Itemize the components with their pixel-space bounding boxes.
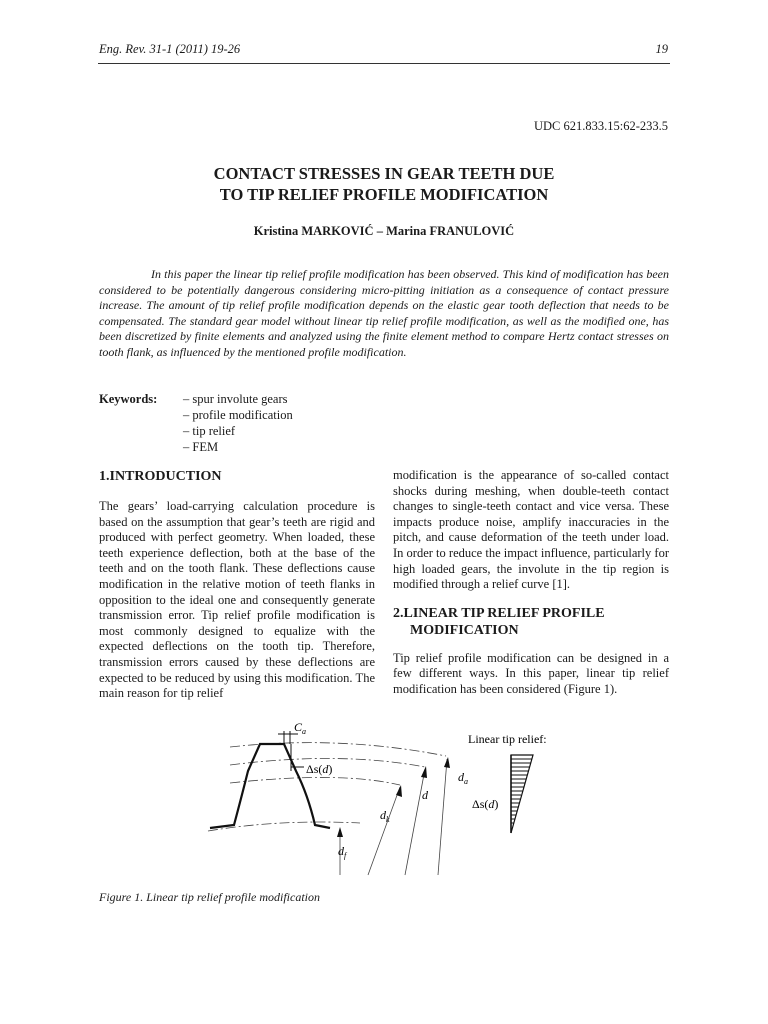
keyword-item: – tip relief — [183, 424, 236, 438]
delta-s-label: Δs(d) — [306, 762, 333, 776]
dk-label: $d_k$ — [380, 808, 390, 824]
udc-code: UDC 621.833.15:62-233.5 — [533, 119, 668, 133]
keyword-item: – spur involute gears — [183, 392, 288, 406]
relief-start-circle-line — [230, 777, 400, 785]
header-rule — [98, 63, 670, 64]
df-label: $d_f$ — [338, 844, 347, 860]
section-2-heading — [393, 605, 669, 639]
keyword-item: – FEM — [183, 440, 219, 454]
intro-paragraph-right: modification is the appearance of so-called contact shocks during meshing, when double-teeth contact changes to single-teeth contact and vice versa. These impacts produce noise, amplify inaccuracies in the pitch, and cause deformation of the teeth under load. In order to reduce the impact influence, particularly for high loaded gears, the involute in the tip region is modified through a relief curve [1]. — [393, 468, 669, 592]
authors: Kristina MARKOVIĆ – Marina FRANULOVIĆ — [253, 224, 515, 238]
df-arrowhead — [337, 827, 343, 837]
keyword-item: – profile modification — [183, 408, 293, 422]
title-line-2: TO TIP RELIEF PROFILE MODIFICATION — [219, 185, 549, 204]
da-label: $d_a$ — [458, 770, 468, 786]
keywords-label: Keywords: — [99, 392, 158, 406]
ca-label: $C_a$ — [294, 720, 307, 736]
keywords-list — [183, 391, 293, 455]
figure-1-diagram — [200, 715, 570, 885]
section-2-heading-line-2: MODIFICATION — [410, 622, 519, 638]
da-arrowhead — [444, 757, 450, 768]
right-column — [393, 468, 669, 698]
figure-caption: Figure 1. Linear tip relief profile modification — [99, 890, 320, 904]
dk-arrowhead — [396, 785, 402, 797]
page-number: 19 — [655, 42, 668, 56]
paper-title — [98, 163, 670, 205]
title-line-1: CONTACT STRESSES IN GEAR TEETH DUE — [213, 164, 555, 183]
da-arrow-line — [438, 759, 447, 875]
wedge-delta-s-label: Δs(d) — [472, 797, 499, 811]
left-column — [99, 468, 375, 702]
journal-reference: Eng. Rev. 31-1 (2011) 19-26 — [99, 42, 241, 56]
d-label: d — [422, 788, 428, 802]
abstract: In this paper the linear tip relief profile modification has been observed. This kind of modification has been considered to be potentially dangerous considering micro-pitting initiation as a consequence of contact pressure increase. The amount of tip relief profile modification depends on the elastic gear tooth deflection that needs to be compensated. The standard gear model without linear tip relief profile modification, as well as the modified one, has been discretized by finite elements and analyzed using the finite element method to compare Hertz contact stresses on tooth flank, as influenced by the mentioned profile modification. — [99, 267, 669, 359]
section-1-heading: 1.INTRODUCTION — [99, 469, 222, 484]
tooth-profile — [210, 744, 333, 828]
dk-arrow-line — [368, 787, 400, 875]
section-2-heading-line-1: 2.LINEAR TIP RELIEF PROFILE — [393, 605, 605, 621]
d-arrowhead — [421, 766, 427, 778]
linear-tip-relief-label: Linear tip relief: — [468, 732, 547, 746]
section-2-paragraph: Tip relief profile modification can be designed in a few different ways. In this paper, linear tip relief modification has been considered (Figure 1). — [393, 650, 669, 696]
gear-tooth-diagram — [200, 715, 570, 885]
d-arrow-line — [405, 769, 425, 875]
intro-paragraph-left: The gears’ load-carrying calculation procedure is based on the assumption that gear’s teeth are rigid and produced with perfect geometry. When loaded, these teeth experience deflection, both at the base of the teeth and on the tooth flank. These deflections cause modification in the relative motion of teeth flanks in opposition to the ideal one and consequently generate transmission error. Tip relief profile modification is most commonly designed to equalize with the expected deflections on the tooth tip. Therefore, transmission errors caused by these deflections are expected to be reduced by using this modification. The main reason for tip relief — [99, 499, 375, 701]
